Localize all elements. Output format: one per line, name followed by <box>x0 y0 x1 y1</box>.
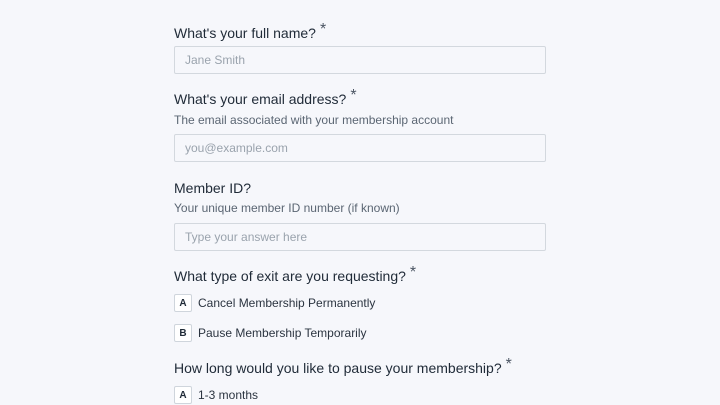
exit-option-pause[interactable] <box>174 323 367 343</box>
email-label <box>174 87 357 109</box>
member-id-help-text: Your unique member ID number (if known) <box>174 201 400 215</box>
full-name-input[interactable] <box>174 46 546 74</box>
required-asterisk: * <box>319 21 327 38</box>
pause-length-label <box>174 356 512 378</box>
choice-label: Cancel Membership Permanently <box>198 296 376 310</box>
member-id-input[interactable] <box>174 223 546 251</box>
choice-label: 1-3 months <box>198 388 259 402</box>
pause-length-label-text: How long would you like to pause your membership? <box>174 360 502 376</box>
exit-type-label <box>174 264 417 286</box>
member-id-label <box>174 179 251 197</box>
exit-option-cancel[interactable] <box>174 293 375 313</box>
choice-key-badge: B <box>174 324 192 342</box>
pause-option-1-3-months[interactable] <box>174 385 258 405</box>
choice-key-badge: A <box>174 386 192 404</box>
required-asterisk: * <box>505 356 512 373</box>
email-input[interactable] <box>174 134 546 162</box>
email-help-text: The email associated with your membership account <box>174 113 454 127</box>
full-name-label <box>174 21 327 43</box>
full-name-label-text: What's your full name? <box>174 25 316 41</box>
required-asterisk: * <box>350 87 357 104</box>
member-id-label-text: Member ID? <box>174 180 252 196</box>
exit-type-label-text: What type of exit are you requesting? <box>174 268 406 284</box>
choice-key-badge: A <box>174 294 192 312</box>
choice-label: Pause Membership Temporarily <box>198 326 367 340</box>
required-asterisk: * <box>409 264 417 281</box>
email-label-text: What's your email address? <box>174 91 347 107</box>
